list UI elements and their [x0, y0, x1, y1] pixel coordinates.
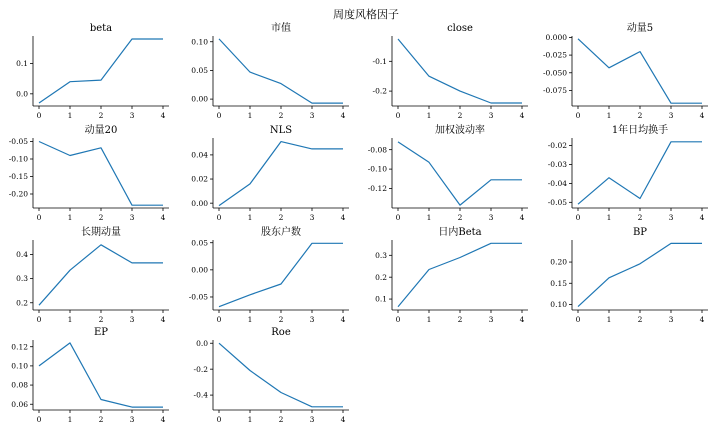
data-point	[342, 242, 344, 244]
x-tick-label: 2	[637, 111, 643, 120]
x-tick-label: 4	[340, 111, 346, 120]
x-tick-label: 1	[247, 315, 253, 324]
panel-4	[543, 21, 708, 120]
series-line	[39, 343, 163, 407]
x-tick-label: 2	[98, 315, 104, 324]
x-tick-label: 3	[309, 111, 315, 120]
series-line	[578, 142, 702, 204]
data-point	[608, 277, 610, 279]
data-point	[162, 38, 164, 40]
panel-9	[16, 225, 169, 324]
x-tick-label: 4	[699, 315, 705, 324]
data-point	[342, 102, 344, 104]
y-tick-label: -0.20	[8, 189, 28, 199]
data-point	[490, 179, 492, 181]
x-tick-label: 3	[668, 213, 674, 222]
y-tick-label: 0.1	[375, 294, 387, 304]
data-point	[521, 242, 523, 244]
panel-title: 1年日均换手	[611, 125, 669, 136]
x-tick-label: 4	[340, 213, 346, 222]
x-tick-label: 2	[637, 315, 643, 324]
y-tick-label: 0.1	[16, 58, 28, 68]
x-tick-label: 2	[278, 315, 284, 324]
x-tick-label: 1	[247, 415, 253, 424]
x-tick-label: 0	[216, 213, 222, 222]
y-tick-label: -0.15	[8, 172, 28, 182]
data-point	[428, 161, 430, 163]
data-point	[131, 38, 133, 40]
x-tick-label: 0	[216, 315, 222, 324]
y-tick-label: -0.05	[188, 292, 208, 302]
data-point	[38, 140, 40, 142]
panel-10	[189, 225, 349, 324]
data-point	[311, 406, 313, 408]
panel-11	[375, 225, 528, 324]
y-tick-label: 0.000	[545, 33, 567, 43]
data-point	[249, 369, 251, 371]
data-point	[639, 50, 641, 52]
series-line	[39, 39, 163, 103]
x-tick-label: 1	[426, 315, 432, 324]
data-point	[701, 141, 703, 143]
data-point	[69, 154, 71, 156]
data-point	[342, 148, 344, 150]
x-tick-label: 2	[278, 415, 284, 424]
data-point	[131, 204, 133, 206]
data-point	[218, 306, 220, 308]
y-tick-label: -0.2	[372, 86, 387, 96]
x-tick-label: 2	[457, 213, 463, 222]
series-line	[398, 39, 522, 103]
panel-2	[191, 21, 349, 120]
x-tick-label: 1	[247, 111, 253, 120]
panel-title: 长期动量	[81, 227, 121, 238]
data-point	[100, 147, 102, 149]
x-tick-label: 3	[488, 315, 494, 324]
x-tick-label: 3	[129, 111, 135, 120]
data-point	[670, 102, 672, 104]
data-point	[311, 148, 313, 150]
x-tick-label: 3	[488, 213, 494, 222]
series-line	[219, 243, 343, 306]
data-point	[249, 71, 251, 73]
data-point	[100, 244, 102, 246]
x-tick-label: 3	[309, 213, 315, 222]
data-point	[280, 391, 282, 393]
x-tick-label: 3	[129, 213, 135, 222]
series-line	[578, 243, 702, 306]
y-tick-label: -0.050	[542, 68, 567, 78]
data-point	[459, 204, 461, 206]
x-tick-label: 2	[98, 213, 104, 222]
x-tick-label: 4	[340, 315, 346, 324]
data-point	[311, 242, 313, 244]
series-line	[219, 343, 343, 407]
x-tick-label: 3	[309, 415, 315, 424]
panels-group	[9, 21, 708, 424]
y-tick-label: 0.04	[191, 150, 208, 160]
x-tick-label: 0	[575, 111, 581, 120]
panel-8	[548, 123, 708, 222]
x-tick-label: 0	[216, 415, 222, 424]
y-tick-label: 0.20	[550, 257, 567, 267]
y-tick-label: 0.4	[16, 250, 28, 260]
x-tick-label: 4	[519, 213, 525, 222]
data-point	[521, 102, 523, 104]
data-point	[459, 256, 461, 258]
data-point	[459, 90, 461, 92]
y-tick-label: 0.3	[16, 274, 28, 284]
data-point	[670, 141, 672, 143]
x-tick-label: 2	[637, 213, 643, 222]
x-tick-label: 3	[129, 315, 135, 324]
x-tick-label: 2	[457, 111, 463, 120]
panel-5	[9, 123, 169, 222]
data-point	[69, 342, 71, 344]
data-point	[428, 268, 430, 270]
x-tick-label: 4	[699, 111, 705, 120]
panel-title: BP	[632, 227, 648, 238]
y-tick-label: 0.00	[191, 198, 208, 208]
panel-title: 市值	[271, 23, 291, 34]
data-point	[639, 263, 641, 265]
y-tick-label: 0.05	[191, 238, 208, 248]
data-point	[521, 179, 523, 181]
data-point	[608, 67, 610, 69]
data-point	[577, 203, 579, 205]
y-tick-label: 0.10	[191, 37, 208, 47]
y-tick-label: -0.05	[547, 197, 567, 207]
x-tick-label: 0	[395, 111, 401, 120]
x-tick-label: 0	[395, 315, 401, 324]
x-tick-label: 1	[426, 111, 432, 120]
y-tick-label: 0.15	[550, 278, 567, 288]
y-tick-label: 0.0	[16, 89, 28, 99]
data-point	[701, 102, 703, 104]
x-tick-label: 0	[36, 415, 42, 424]
y-tick-label: 0.05	[191, 66, 208, 76]
panel-title: 股东户数	[261, 227, 301, 238]
y-tick-label: -0.10	[367, 164, 387, 174]
data-point	[249, 294, 251, 296]
y-tick-label: -0.08	[367, 145, 387, 155]
y-tick-label: -0.04	[547, 179, 567, 189]
x-tick-label: 1	[606, 315, 612, 324]
data-point	[280, 283, 282, 285]
data-point	[701, 242, 703, 244]
y-tick-label: -0.10	[8, 154, 28, 164]
x-tick-label: 1	[67, 315, 73, 324]
x-tick-label: 1	[426, 213, 432, 222]
panel-3	[373, 23, 528, 120]
x-tick-label: 1	[247, 213, 253, 222]
y-tick-label: 0.3	[375, 250, 387, 260]
y-tick-label: -0.4	[193, 390, 208, 400]
x-tick-label: 4	[160, 315, 166, 324]
x-tick-label: 2	[457, 315, 463, 324]
panel-title: Roe	[271, 327, 291, 338]
series-line	[39, 245, 163, 305]
data-point	[162, 406, 164, 408]
data-point	[100, 79, 102, 81]
data-point	[162, 204, 164, 206]
y-tick-label: -0.1	[372, 56, 387, 66]
y-tick-label: 0.06	[11, 399, 28, 409]
data-point	[397, 38, 399, 40]
data-point	[670, 242, 672, 244]
data-point	[490, 242, 492, 244]
data-point	[162, 262, 164, 264]
x-tick-label: 4	[519, 111, 525, 120]
series-line	[39, 142, 163, 206]
x-tick-label: 2	[278, 111, 284, 120]
x-tick-label: 3	[668, 315, 674, 324]
data-point	[280, 82, 282, 84]
data-point	[577, 305, 579, 307]
x-tick-label: 0	[575, 213, 581, 222]
y-tick-label: -0.12	[367, 184, 387, 194]
y-tick-label: -0.05	[8, 137, 28, 147]
data-point	[69, 269, 71, 271]
data-point	[397, 141, 399, 143]
data-point	[608, 177, 610, 179]
y-tick-label: 0.10	[550, 300, 567, 310]
y-tick-label: 0.2	[16, 298, 28, 308]
data-point	[280, 140, 282, 142]
data-point	[397, 306, 399, 308]
y-tick-label: 0.00	[191, 94, 208, 104]
x-tick-label: 1	[67, 111, 73, 120]
series-line	[578, 39, 702, 103]
x-tick-label: 2	[98, 415, 104, 424]
y-tick-label: -0.075	[542, 86, 567, 96]
data-point	[490, 102, 492, 104]
x-tick-label: 0	[216, 111, 222, 120]
series-line	[398, 243, 522, 306]
x-tick-label: 0	[575, 315, 581, 324]
series-line	[219, 39, 343, 103]
data-point	[218, 342, 220, 344]
x-tick-label: 1	[606, 213, 612, 222]
data-point	[218, 204, 220, 206]
x-tick-label: 0	[36, 213, 42, 222]
panel-6	[191, 125, 349, 222]
y-tick-label: -0.03	[547, 160, 567, 170]
data-point	[311, 102, 313, 104]
panel-title: 动量5	[626, 23, 654, 34]
x-tick-label: 4	[160, 415, 166, 424]
y-tick-label: -0.2	[193, 364, 208, 374]
x-tick-label: 3	[309, 315, 315, 324]
series-line	[398, 142, 522, 205]
data-point	[577, 38, 579, 40]
data-point	[131, 262, 133, 264]
y-tick-label: 0.00	[191, 265, 208, 275]
data-point	[639, 197, 641, 199]
x-tick-label: 0	[36, 111, 42, 120]
panel-title: close	[447, 23, 473, 34]
y-tick-label: 0.0	[196, 338, 208, 348]
y-tick-label: 0.12	[11, 342, 28, 352]
data-point	[342, 406, 344, 408]
panel-14	[194, 327, 349, 424]
x-tick-label: 0	[395, 213, 401, 222]
y-tick-label: -0.025	[542, 50, 567, 60]
y-tick-label: 0.10	[11, 361, 28, 371]
x-tick-label: 3	[668, 111, 674, 120]
series-line	[219, 142, 343, 206]
x-tick-label: 3	[129, 415, 135, 424]
y-tick-label: 0.2	[375, 272, 387, 282]
x-tick-label: 4	[160, 111, 166, 120]
data-point	[69, 80, 71, 82]
x-tick-label: 0	[36, 315, 42, 324]
x-tick-label: 1	[606, 111, 612, 120]
x-tick-label: 4	[519, 315, 525, 324]
data-point	[38, 365, 40, 367]
panel-12	[550, 227, 708, 324]
data-point	[218, 38, 220, 40]
figure-title: 周度风格因子	[333, 8, 399, 21]
panel-title: beta	[89, 23, 113, 34]
x-tick-label: 4	[340, 415, 346, 424]
data-point	[38, 102, 40, 104]
y-tick-label: 0.08	[11, 380, 28, 390]
x-tick-label: 1	[67, 213, 73, 222]
panel-13	[11, 327, 169, 424]
x-tick-label: 1	[67, 415, 73, 424]
panel-title: 日内Beta	[438, 227, 482, 238]
panel-title: 加权波动率	[435, 125, 485, 136]
data-point	[131, 406, 133, 408]
y-tick-label: 0.02	[191, 174, 208, 184]
x-tick-label: 4	[160, 213, 166, 222]
x-tick-label: 2	[278, 213, 284, 222]
x-tick-label: 4	[699, 213, 705, 222]
data-point	[428, 75, 430, 77]
y-tick-label: -0.02	[547, 141, 567, 151]
x-tick-label: 2	[98, 111, 104, 120]
panel-7	[368, 123, 528, 222]
x-tick-label: 3	[488, 111, 494, 120]
data-point	[38, 304, 40, 306]
panel-title: EP	[93, 327, 109, 338]
data-point	[100, 398, 102, 400]
panel-title: NLS	[269, 125, 293, 136]
panel-title: 动量20	[84, 125, 118, 136]
data-point	[249, 183, 251, 185]
panel-1	[16, 23, 169, 120]
